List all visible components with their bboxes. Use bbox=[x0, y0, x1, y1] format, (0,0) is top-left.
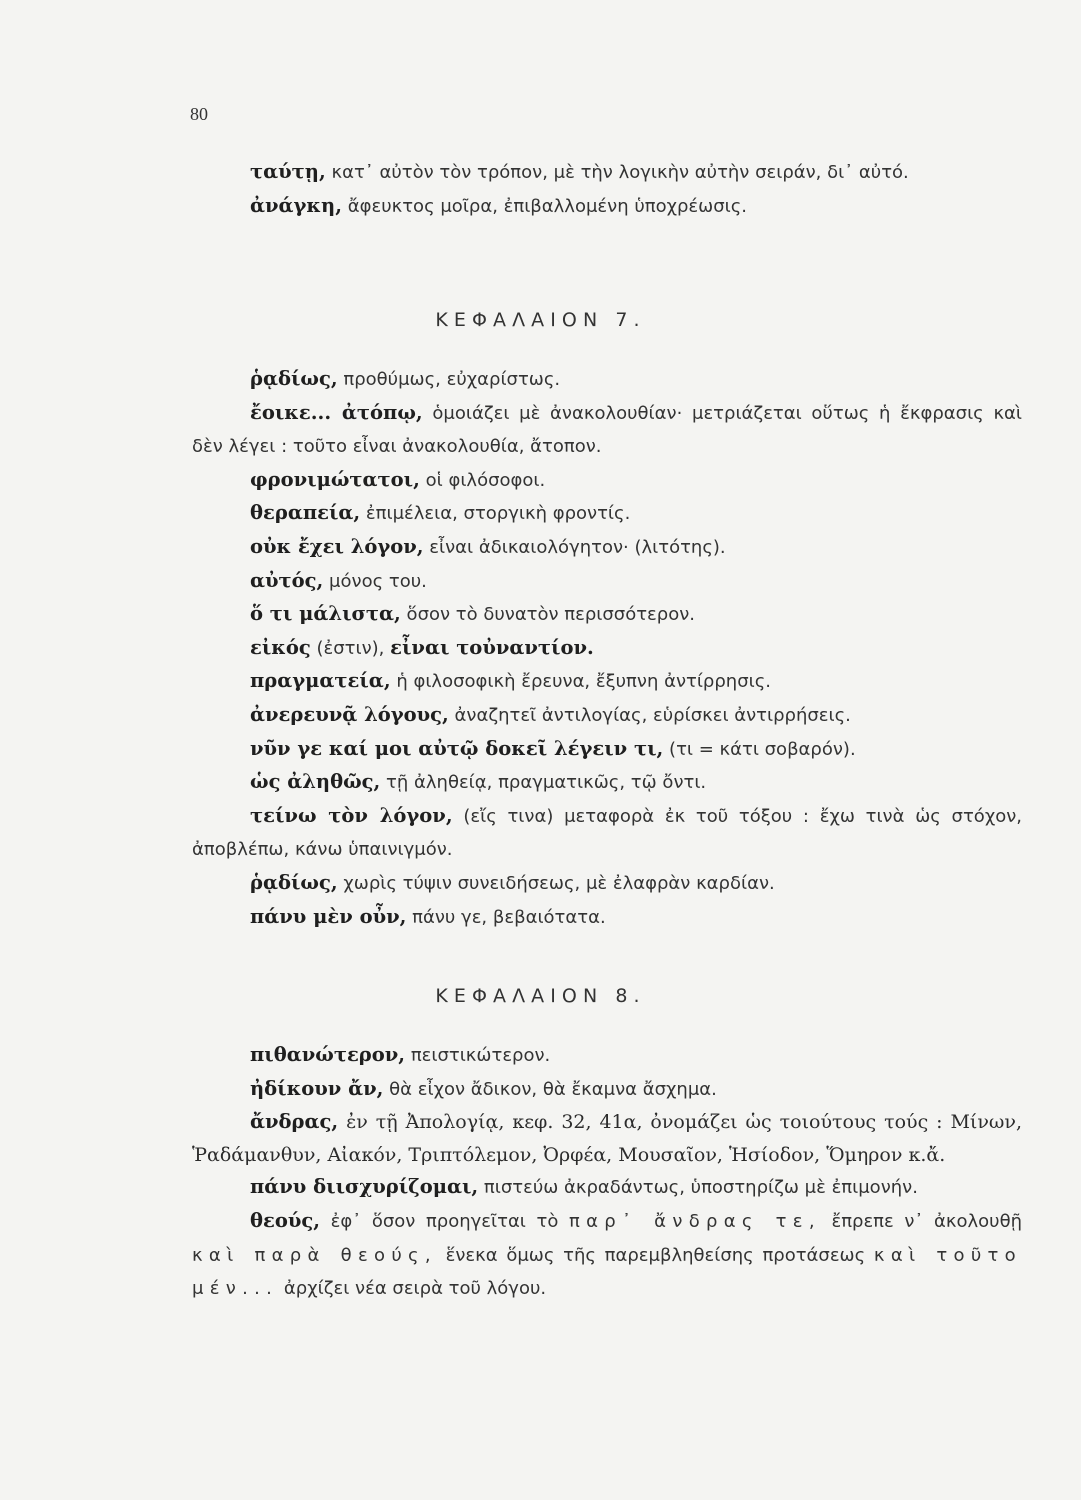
entry-headword: θεούς, bbox=[250, 1208, 321, 1232]
entry-headword: αὐτός, bbox=[250, 568, 324, 592]
glossary-entry bbox=[192, 1073, 1022, 1107]
entry-gloss: ἕνεκα ὅμως τῆς παρεμβληθείσης προτάσεως bbox=[436, 1244, 874, 1266]
entry-headword: ἀνερευνᾷ λόγους, bbox=[250, 702, 449, 726]
entry-headword: πάνυ διισχυρίζομαι, bbox=[250, 1175, 479, 1199]
glossary-entry bbox=[192, 1171, 1022, 1205]
entry-gloss: ἔπρεπε ν᾽ ἀκολουθῇ bbox=[820, 1210, 1022, 1232]
entry-headword: ἀνάγκη, bbox=[250, 193, 342, 217]
entry-gloss: (εἴς τινα) μεταφορὰ ἐκ τοῦ τόξου : ἔχω τινὰ ὡς στόχον, ἀποβλέπω, κάνω ὑπαινιγμόν. bbox=[192, 805, 1023, 861]
entry-gloss: τῇ ἀληθείᾳ, πραγματικῶς, τῷ ὄντι. bbox=[380, 772, 707, 794]
entry-gloss: ὁμοιάζει μὲ ἀνακολουθίαν· μετριάζεται οὕτως ἡ ἔκφρασις καὶ δὲν λέγει : τοῦτο εἶναι ἀνακολουθία, ἄτοπον. bbox=[192, 402, 1023, 458]
entry-gloss: κατ᾽ αὐτὸν τὸν τρόπον, μὲ τὴν λογικὴν αὐτὴν σειράν, δι᾽ αὐτό. bbox=[325, 162, 909, 183]
entry-headword: εἰκός bbox=[250, 635, 311, 659]
glossary-entry bbox=[192, 632, 1022, 666]
glossary-entry bbox=[192, 1106, 1022, 1171]
entry-gloss: ἐπιμέλεια, στοργικὴ φροντίς. bbox=[360, 503, 631, 525]
glossary-entry bbox=[192, 397, 1022, 464]
entry-headword: ἠδίκουν ἄν, bbox=[250, 1076, 384, 1100]
entry-gloss: ὅσον τὸ δυνατὸν περισσότερον. bbox=[400, 604, 695, 626]
entry-headword: θεραπεία, bbox=[250, 501, 361, 525]
entry-headword: νῦν γε καί μοι αὐτῷ δοκεῖ λέγειν τι, bbox=[250, 736, 664, 760]
glossary-entry bbox=[192, 156, 1022, 190]
chapter-8-entries bbox=[192, 1039, 1022, 1306]
entry-gloss: ἀναζητεῖ ἀντιλογίας, εὑρίσκει ἀντιρρήσεις. bbox=[448, 704, 851, 726]
quoted-phrase: καὶ τοῦτο μέν... bbox=[192, 1244, 1022, 1300]
entry-gloss: πάνυ γε, βεβαιότατα. bbox=[406, 906, 606, 928]
entry-gloss: ἀρχίζει νέα σειρὰ τοῦ λόγου. bbox=[278, 1278, 547, 1300]
glossary-entry bbox=[192, 598, 1022, 632]
top-entries bbox=[192, 156, 1022, 223]
entry-headword-2: εἶναι τοὐναντίον. bbox=[390, 635, 594, 659]
entry-headword: ῥᾳδίως, bbox=[250, 870, 338, 894]
glossary-entry bbox=[192, 497, 1022, 531]
chapter-8-heading: ΚΕΦΑΛΑΙΟΝ 8. bbox=[435, 985, 646, 1007]
entry-gloss: θὰ εἶχον ἄδικον, θὰ ἔκαμνα ἄσχημα. bbox=[383, 1078, 717, 1100]
entry-gloss: μόνος του. bbox=[323, 570, 427, 592]
entry-headword: πάνυ μὲν οὖν, bbox=[250, 904, 407, 928]
glossary-entry bbox=[192, 766, 1022, 800]
chapter-7-entries bbox=[192, 363, 1022, 934]
glossary-entry bbox=[192, 190, 1022, 224]
chapter-7-heading: ΚΕΦΑΛΑΙΟΝ 7. bbox=[435, 309, 646, 331]
glossary-entry bbox=[192, 733, 1022, 767]
glossary-entry bbox=[192, 665, 1022, 699]
entry-gloss: εἶναι ἀδικαιολόγητον· (λιτότης). bbox=[423, 536, 726, 558]
entry-headword: πιθανώτερον, bbox=[250, 1043, 406, 1066]
quoted-phrase: καὶ παρὰ θεούς, bbox=[192, 1244, 437, 1266]
entry-headword: ἔοικε... ἀτόπῳ, bbox=[250, 400, 423, 424]
quoted-phrase: παρ᾽ ἄνδρας τε, bbox=[568, 1210, 821, 1232]
glossary-entry bbox=[192, 901, 1022, 935]
glossary-entry bbox=[192, 531, 1022, 565]
entry-gloss: (τι = κάτι σοβαρόν). bbox=[663, 738, 856, 760]
glossary-entry bbox=[192, 699, 1022, 733]
entry-gloss: οἱ φιλόσοφοι. bbox=[419, 469, 546, 491]
glossary-entry bbox=[192, 867, 1022, 901]
glossary-entry bbox=[192, 1205, 1022, 1306]
entry-gloss: προθύμως, εὐχαρίστως. bbox=[337, 369, 561, 390]
entry-headword: τείνω τὸν λόγον, bbox=[250, 803, 453, 827]
glossary-entry bbox=[192, 800, 1022, 867]
glossary-entry bbox=[192, 1039, 1022, 1073]
entry-headword: ῥᾳδίως, bbox=[250, 367, 338, 390]
entry-gloss: ἐν τῇ Ἀπολογίᾳ, κεφ. 32, 41α, ὀνομάζει ὡς τοιούτους τούς : Μίνων, Ῥαδάμανθυν, Αἰακόν, Τριπτόλεμον, Ὀρφέα, Μουσαῖον, Ἡσίοδον, Ὅμηρον κ.ἄ. bbox=[192, 1111, 1022, 1166]
entry-headword: ἄνδρας, bbox=[250, 1110, 339, 1134]
entry-gloss: πιστεύω ἀκραδάντως, ὑποστηρίζω μὲ ἐπιμονήν. bbox=[478, 1177, 918, 1199]
entry-headword: φρονιμώτατοι, bbox=[250, 467, 420, 491]
entry-gloss: ἐφ᾽ ὅσον προηγεῖται τὸ bbox=[320, 1210, 569, 1232]
entry-gloss: ἡ φιλοσοφικὴ ἔρευνα, ἔξυπνη ἀντίρρησις. bbox=[390, 671, 771, 693]
entry-headword: ὅ τι μάλιστα, bbox=[250, 602, 401, 626]
glossary-entry bbox=[192, 363, 1022, 397]
glossary-entry bbox=[192, 464, 1022, 498]
entry-headword: πραγματεία, bbox=[250, 669, 391, 693]
entry-headword: οὐκ ἔχει λόγον, bbox=[250, 534, 424, 558]
entry-headword: ταύτῃ, bbox=[250, 160, 326, 183]
glossary-entry bbox=[192, 565, 1022, 599]
entry-gloss: ἄφευκτος μοῖρα, ἐπιβαλλομένη ὑποχρέωσις. bbox=[342, 195, 748, 217]
entry-gloss: πειστικώτερον. bbox=[405, 1045, 551, 1066]
entry-gloss: χωρὶς τύψιν συνειδήσεως, μὲ ἐλαφρὰν καρδίαν. bbox=[337, 872, 775, 894]
entry-gloss: (ἐστιν), bbox=[310, 637, 391, 659]
page-number: 80 bbox=[190, 104, 208, 124]
entry-headword: ὡς ἀληθῶς, bbox=[250, 770, 381, 794]
